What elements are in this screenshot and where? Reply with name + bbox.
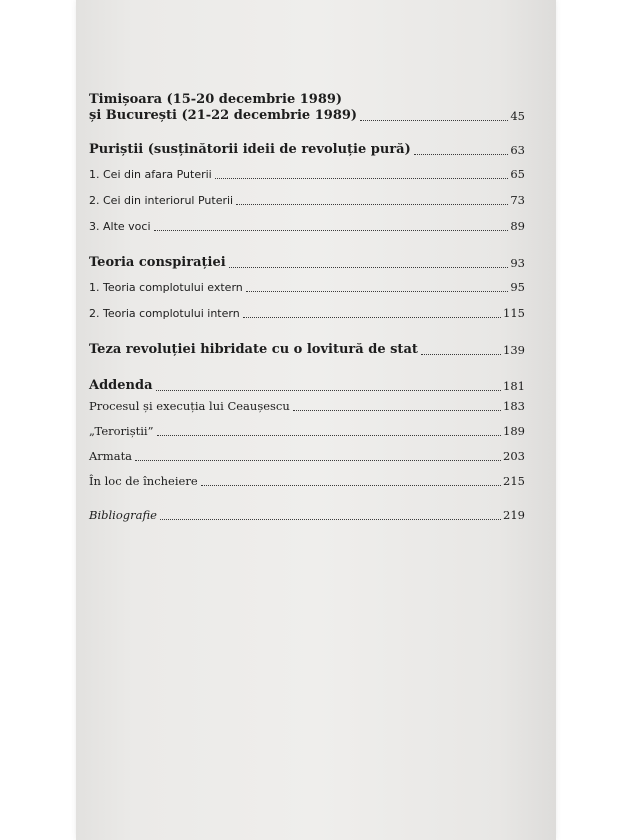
- toc-page-number: 63: [510, 143, 525, 157]
- toc-page-number: 139: [503, 343, 525, 357]
- toc-entry-title: Puriștii (susținătorii ideii de revoluție pură): [89, 142, 411, 157]
- dot-leader: [243, 316, 501, 318]
- toc-entry-title: Procesul și execuția lui Ceaușescu: [89, 399, 290, 413]
- toc-entry-title: 1. Cei din afara Puterii: [89, 168, 212, 181]
- toc-page-number: 189: [503, 424, 525, 438]
- dot-leader: [246, 290, 509, 292]
- toc-page-number: 219: [503, 508, 525, 522]
- dot-leader: [414, 153, 509, 155]
- dot-leader: [135, 459, 501, 461]
- toc-entry-title: Teoria conspirației: [89, 255, 226, 270]
- dot-leader: [157, 434, 502, 436]
- toc-entry-complot-intern: [89, 306, 525, 321]
- toc-entry-addenda: [89, 378, 525, 394]
- dot-leader: [156, 389, 502, 391]
- toc-entry-cei-din-interior: [89, 193, 525, 208]
- toc-entry-title: 2. Teoria complotului intern: [89, 307, 240, 320]
- dot-leader: [201, 484, 501, 486]
- dot-leader: [215, 177, 509, 179]
- dot-leader: [421, 353, 501, 355]
- toc-entry-title: Teza revoluției hibridate cu o lovitură de stat: [89, 342, 418, 357]
- dot-leader: [160, 518, 501, 520]
- toc-entry-cei-din-afara: [89, 167, 525, 182]
- toc-entry-armata: [89, 449, 525, 464]
- toc-entry-in-loc-de-incheiere: [89, 474, 525, 489]
- toc-entry-title: 1. Teoria complotului extern: [89, 281, 243, 294]
- toc-page-number: 203: [503, 449, 525, 463]
- toc-page-number: 93: [510, 256, 525, 270]
- toc-entry-teoria-conspiratiei: [89, 255, 525, 271]
- toc-entry-bibliografie: [89, 508, 525, 523]
- toc-entry-title: În loc de încheiere: [89, 474, 198, 488]
- toc-entry-title-line1: Timișoara (15-20 decembrie 1989): [89, 92, 343, 107]
- toc-entry-procesul: [89, 399, 525, 414]
- toc-entry-timisoara: [89, 92, 525, 124]
- toc-entry-title: 3. Alte voci: [89, 220, 151, 233]
- toc-entry-title: „Teroriștii”: [89, 424, 154, 438]
- dot-leader: [236, 203, 508, 205]
- toc-entry-puristii: [89, 142, 525, 158]
- toc-page-number: 65: [510, 167, 525, 181]
- dot-leader: [293, 409, 501, 411]
- dot-leader: [360, 119, 508, 121]
- toc-page-number: 215: [503, 474, 525, 488]
- dot-leader: [154, 229, 509, 231]
- toc-entry-title-line2: și București (21-22 decembrie 1989): [89, 108, 358, 123]
- toc-entry-teza-revolutiei: [89, 342, 525, 358]
- table-of-contents: [89, 92, 525, 523]
- toc-entry-title: Addenda: [89, 378, 153, 393]
- toc-page-number: 95: [510, 280, 525, 294]
- toc-entry-alte-voci: [89, 219, 525, 234]
- toc-page-number: 181: [503, 379, 525, 393]
- toc-entry-teroristii: [89, 424, 525, 439]
- toc-entry-title: Armata: [89, 449, 133, 463]
- toc-page-number: 45: [510, 109, 525, 123]
- dot-leader: [229, 266, 509, 268]
- toc-entry-title: 2. Cei din interiorul Puterii: [89, 194, 234, 207]
- toc-page-number: 73: [510, 193, 525, 207]
- toc-entry-title: Bibliografie: [89, 508, 157, 522]
- toc-page-number: 89: [510, 219, 525, 233]
- toc-page-number: 115: [503, 306, 525, 320]
- toc-entry-complot-extern: [89, 280, 525, 295]
- toc-page-number: 183: [503, 399, 525, 413]
